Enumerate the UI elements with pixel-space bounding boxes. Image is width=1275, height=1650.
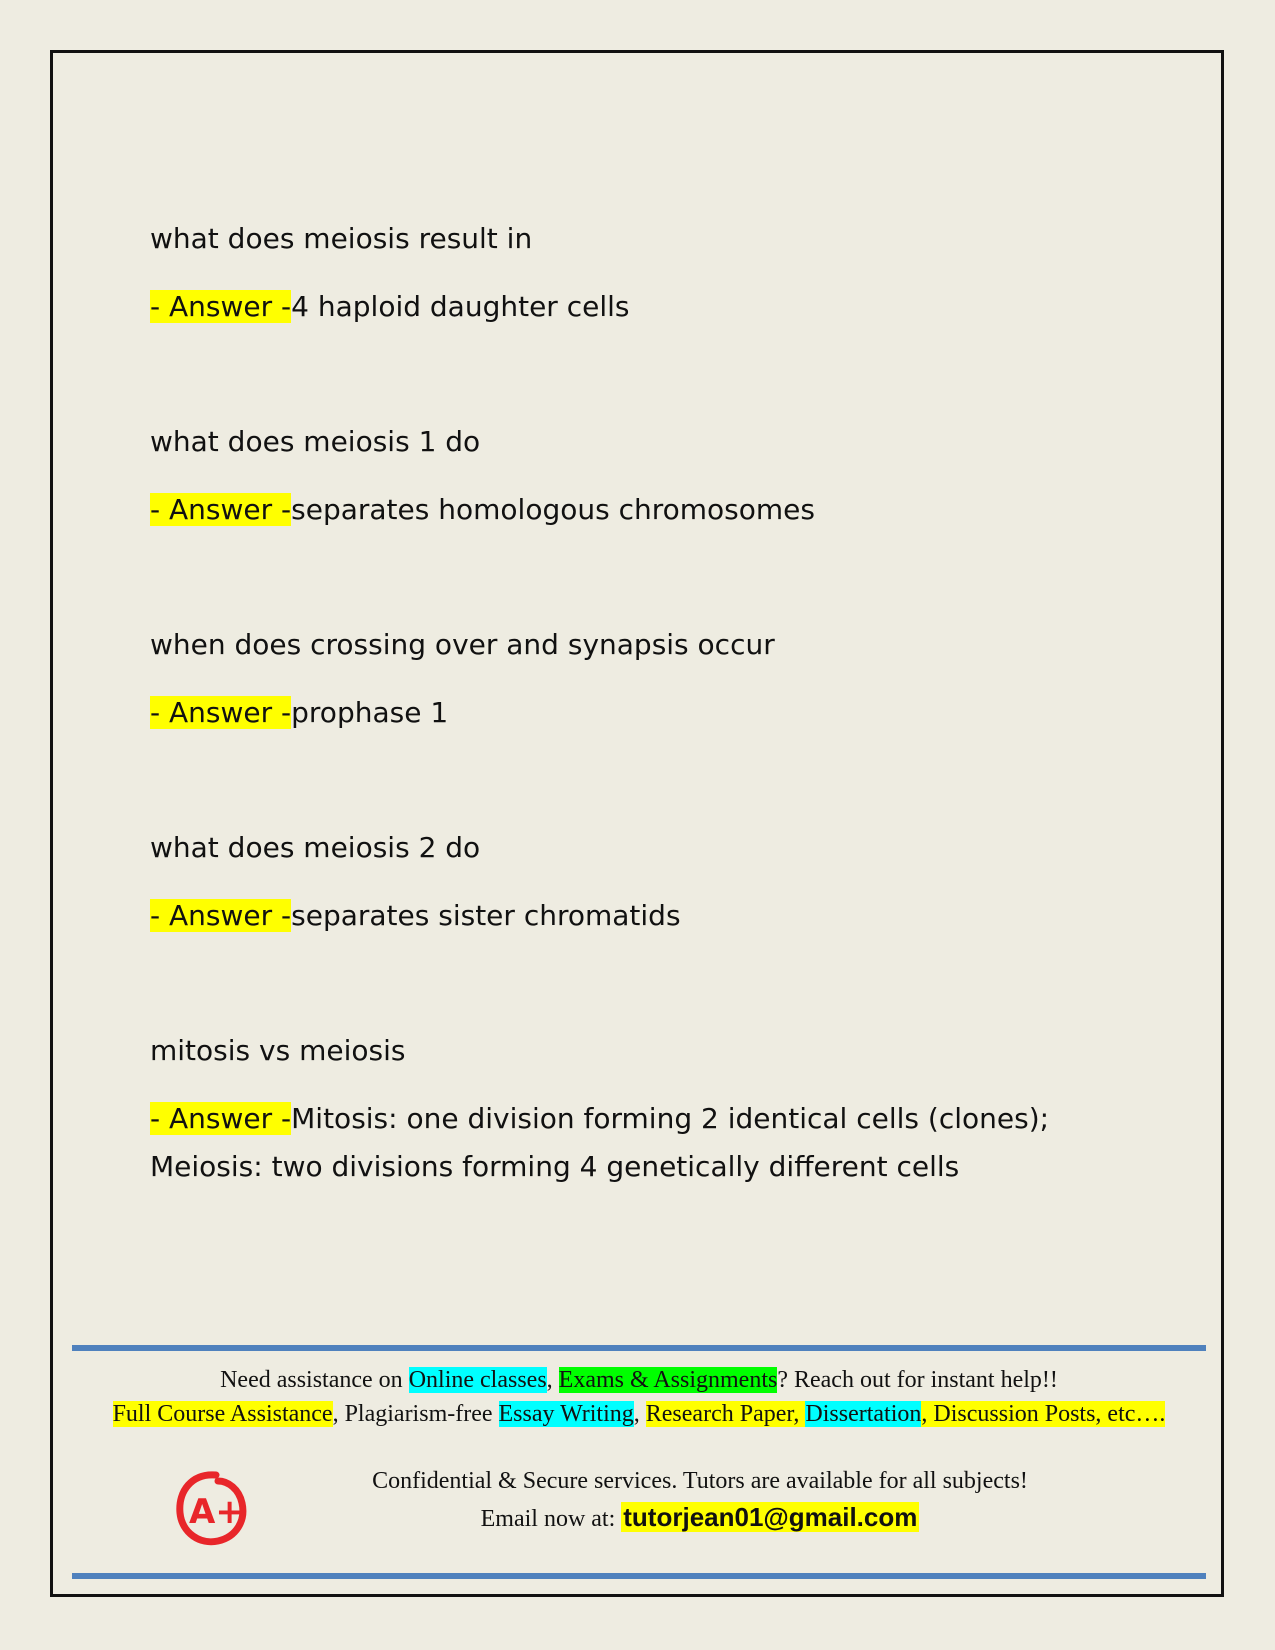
- footer-text: ,: [633, 1401, 646, 1427]
- essay-writing-highlight: Essay Writing: [498, 1401, 634, 1427]
- exams-highlight: Exams & Assignments: [558, 1367, 778, 1393]
- qa-item: [150, 621, 1150, 737]
- qa-item: [150, 824, 1150, 940]
- footer-line-3: Confidential & Secure services. Tutors are available for all subjects!: [372, 1468, 1028, 1494]
- answer-text: [150, 689, 1150, 737]
- footer-text: ,: [546, 1367, 559, 1393]
- footer-top-rule: [72, 1345, 1206, 1351]
- qa-item: [150, 1027, 1150, 1191]
- dissertation-highlight: Dissertation: [805, 1401, 922, 1427]
- footer-line-2: [72, 1401, 1206, 1428]
- logo-text: A+: [189, 1492, 244, 1532]
- qa-item: [150, 418, 1150, 534]
- answer-text: [150, 892, 1150, 940]
- answer-text: [150, 283, 1150, 331]
- answer-text: [150, 486, 1150, 534]
- email-label: Email now at:: [480, 1506, 622, 1532]
- answer-value: 4 haploid daughter cells: [291, 290, 630, 323]
- footer-text: ? Reach out for instant help!!: [777, 1367, 1058, 1393]
- answer-value-line2: Meiosis: two divisions forming 4 genetically different cells: [150, 1150, 960, 1183]
- question-text: what does meiosis 2 do: [150, 831, 481, 864]
- question-text: mitosis vs meiosis: [150, 1034, 406, 1067]
- question-text: when does crossing over and synapsis occur: [150, 628, 775, 661]
- answer-label: - Answer -: [150, 493, 292, 526]
- footer-bottom-rule: [72, 1573, 1206, 1579]
- footer-text: Need assistance on: [220, 1367, 409, 1393]
- email-link[interactable]: tutorjean01@gmail.com: [623, 1502, 918, 1532]
- footer-line-1: [72, 1367, 1206, 1394]
- qa-item: [150, 215, 1150, 331]
- answer-value: prophase 1: [291, 696, 449, 729]
- question-text: what does meiosis result in: [150, 222, 533, 255]
- question-text: what does meiosis 1 do: [150, 425, 481, 458]
- discussion-posts-highlight: , Discussion Posts, etc….: [921, 1401, 1166, 1427]
- footer-line-4: [200, 1502, 1200, 1533]
- full-course-highlight: Full Course Assistance: [112, 1401, 333, 1427]
- answer-label: - Answer -: [150, 696, 292, 729]
- answer-value: separates sister chromatids: [291, 899, 681, 932]
- answer-label: - Answer -: [150, 290, 292, 323]
- research-paper-highlight: Research Paper,: [645, 1401, 806, 1427]
- answer-label: - Answer -: [150, 899, 292, 932]
- answer-text: [150, 1095, 1150, 1191]
- answer-label: - Answer -: [150, 1102, 292, 1135]
- answer-value: Mitosis: one division forming 2 identical cells (clones);: [291, 1102, 1050, 1135]
- answer-value: separates homologous chromosomes: [291, 493, 815, 526]
- online-classes-highlight: Online classes: [408, 1367, 547, 1393]
- footer-text: , Plagiarism-free: [332, 1401, 499, 1427]
